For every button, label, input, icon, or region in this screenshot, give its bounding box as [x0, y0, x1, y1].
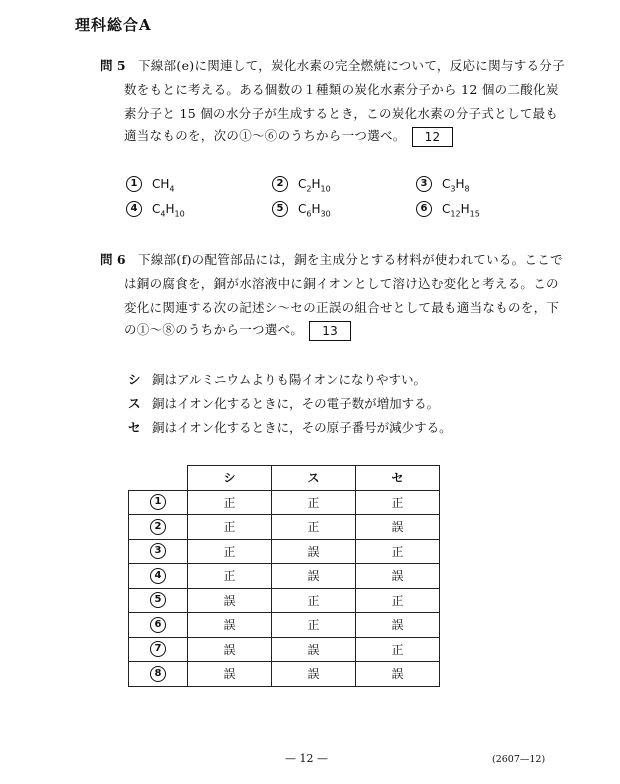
table-header-row: [129, 466, 440, 491]
statement-key: ス: [128, 396, 141, 411]
table-cell: 誤: [272, 564, 356, 589]
q6-label: 問 6: [100, 252, 126, 267]
table-cell: 正: [272, 515, 356, 540]
option-number: 1: [126, 176, 142, 192]
q5-line-2: 数をもとに考える。ある個数の１種類の炭化水素分子から 12 個の二酸化炭: [124, 82, 559, 97]
q5-line-1: 下線部(e)に関連して，炭化水素の完全燃焼について，反応に関与する分子: [138, 58, 565, 73]
table-cell: 正: [188, 490, 272, 515]
q5-line-3: 素分子と 15 個の水分子が生成するとき，この炭化水素の分子式として最も: [124, 106, 559, 121]
q6-line-2: は銅の腐食を，銅が水溶液中に銅イオンとして溶け込む変化と考える。この: [124, 276, 559, 291]
table-cell: 誤: [356, 515, 440, 540]
q5-option-3: 3 $C_3H_8$: [416, 176, 470, 193]
q5-option-1: 1 $CH_4$: [126, 176, 175, 193]
option-number: 2: [272, 176, 288, 192]
q6-line-4-text: の①～⑧のうちから一つ選べ。: [124, 322, 304, 337]
q6-line-1: 下線部(f)の配管部品には，銅を主成分とする材料が使われている。ここで: [138, 252, 563, 267]
answer-table: [128, 465, 440, 687]
table-cell: 誤: [188, 588, 272, 613]
statement-text: 銅はアルミニウムよりも陽イオンになりやすい。: [152, 372, 427, 387]
table-row: [129, 490, 440, 515]
table-cell: 誤: [188, 637, 272, 662]
table-cell: 誤: [272, 539, 356, 564]
row-number: 7: [150, 641, 166, 657]
table-cell: 誤: [188, 613, 272, 638]
table-cell: 正: [356, 637, 440, 662]
row-number: 5: [150, 592, 166, 608]
row-number: 3: [150, 543, 166, 559]
q5-option-2: 2 $C_2H_{10}$: [272, 176, 331, 193]
table-cell: 誤: [272, 662, 356, 687]
table-header-su: ス: [272, 466, 356, 491]
table-row: [129, 564, 440, 589]
option-number: 4: [126, 201, 142, 217]
table-row: [129, 588, 440, 613]
q5-option-4: 4 $C_4H_{10}$: [126, 201, 185, 218]
table-cell: 誤: [356, 662, 440, 687]
statement-se: [128, 418, 452, 436]
q5-label: 問 5: [100, 58, 126, 73]
q6-line-3: 変化に関連する次の記述シ～セの正誤の組合せとして最も適当なものを，下: [124, 300, 560, 315]
statement-text: 銅はイオン化するときに，その電子数が増加する。: [152, 396, 440, 411]
statement-key: セ: [128, 420, 141, 435]
statement-shi: [128, 370, 426, 388]
q6-line-4: [124, 320, 351, 341]
table-cell: 正: [356, 490, 440, 515]
row-number: 8: [150, 666, 166, 682]
statement-key: シ: [128, 372, 141, 387]
q6-answer-box: 13: [309, 321, 351, 341]
statement-su: [128, 394, 439, 412]
option-number: 5: [272, 201, 288, 217]
statement-text: 銅はイオン化するときに，その原子番号が減少する。: [152, 420, 452, 435]
row-number: 1: [150, 494, 166, 510]
exam-code: (2607—12): [492, 754, 546, 765]
table-cell: 正: [188, 539, 272, 564]
page-number: — 12 —: [285, 752, 328, 765]
table-cell: 正: [188, 564, 272, 589]
row-number: 2: [150, 519, 166, 535]
table-row: [129, 539, 440, 564]
table-cell: 誤: [272, 637, 356, 662]
row-number: 6: [150, 617, 166, 633]
table-cell: 正: [356, 539, 440, 564]
q5-line-4-text: 適当なものを，次の①～⑥のうちから一つ選べ。: [124, 128, 406, 143]
q5-line-4: [124, 126, 453, 147]
option-number: 3: [416, 176, 432, 192]
table-cell: 誤: [188, 662, 272, 687]
table-row: [129, 637, 440, 662]
q5-option-6: 6 $C_{12}H_{15}$: [416, 201, 480, 218]
table-cell: 誤: [356, 613, 440, 638]
option-number: 6: [416, 201, 432, 217]
table-row: [129, 662, 440, 687]
table-header-se: セ: [356, 466, 440, 491]
table-cell: 誤: [356, 564, 440, 589]
page-header-title: 理科総合A: [75, 16, 152, 34]
row-number: 4: [150, 568, 166, 584]
table-cell: 正: [272, 613, 356, 638]
table-header-shi: シ: [188, 466, 272, 491]
table-row: [129, 515, 440, 540]
table-cell: 正: [188, 515, 272, 540]
table-corner: [129, 466, 188, 491]
table-cell: 正: [356, 588, 440, 613]
table-row: [129, 613, 440, 638]
table-cell: 正: [272, 588, 356, 613]
q5-answer-box: 12: [412, 127, 454, 147]
q5-option-5: 5 $C_6H_{30}$: [272, 201, 331, 218]
table-cell: 正: [272, 490, 356, 515]
